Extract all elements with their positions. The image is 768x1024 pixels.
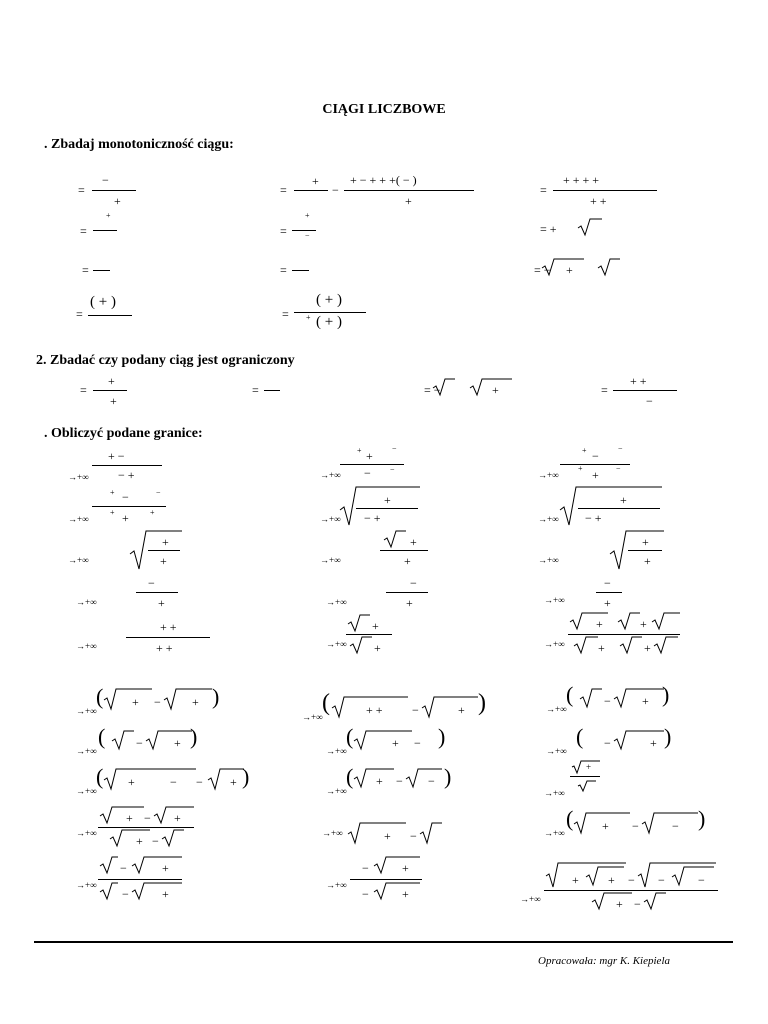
limit-subscript: →+∞ <box>76 880 97 890</box>
fraction-bar <box>264 390 280 391</box>
sqrt-icon <box>104 768 196 790</box>
radicand: + <box>384 829 391 843</box>
fraction-bar <box>93 270 110 271</box>
sqrt-icon <box>406 768 442 788</box>
sqrt-icon <box>654 636 678 654</box>
fraction-bar <box>544 890 718 891</box>
radicand-minus: − <box>170 775 177 789</box>
minus-sign: − <box>632 819 639 833</box>
radicand: + <box>162 887 169 901</box>
numerator: − <box>592 449 599 463</box>
denominator: + <box>644 554 651 568</box>
section-3-heading: . Obliczyć podane granice: <box>44 426 203 441</box>
sqrt-icon <box>574 636 598 654</box>
left-paren: ( <box>566 806 574 831</box>
sqrt-icon <box>348 614 370 632</box>
sqrt-icon <box>374 856 420 874</box>
equals-sign: = <box>280 224 287 238</box>
radicand: + <box>402 887 409 901</box>
fraction-bar <box>346 634 392 635</box>
left-paren: ( <box>346 724 354 749</box>
numerator: + <box>384 493 391 507</box>
sqrt-icon <box>586 866 624 886</box>
radicand: + <box>230 775 237 789</box>
numerator: ( + ) <box>90 294 116 310</box>
sqrt-icon <box>354 768 394 788</box>
limit-subscript: →+∞ <box>76 746 97 756</box>
fraction-bar <box>356 508 418 509</box>
fraction-bar <box>292 270 309 271</box>
sqrt-icon <box>420 822 442 844</box>
sqrt-icon <box>384 530 406 548</box>
sqrt-icon <box>112 730 134 750</box>
limit-subscript: →+∞ <box>76 641 97 651</box>
radicand: + <box>650 736 657 750</box>
sqrt-icon <box>110 829 150 847</box>
radicand: + <box>602 819 609 833</box>
minus-sign: − <box>144 811 151 825</box>
radicand: + <box>392 736 399 750</box>
superscript: + <box>357 446 362 455</box>
superscript: − <box>156 488 161 497</box>
equals-sign: = <box>76 307 83 321</box>
sqrt-icon <box>642 812 698 834</box>
limit-subscript: →+∞ <box>68 555 89 565</box>
numerator-b: + − + + +( − ) <box>350 173 417 187</box>
plus-sign: + <box>644 641 651 655</box>
limit-subscript: →+∞ <box>544 788 565 798</box>
sqrt-icon <box>542 258 584 276</box>
minus-sign: − <box>332 183 339 197</box>
denominator: + <box>158 596 165 610</box>
superscript: − <box>618 444 623 453</box>
equals-sign: = <box>252 383 259 397</box>
fraction-bar <box>596 592 622 593</box>
sqrt-icon <box>348 822 406 844</box>
equals-sign: = <box>280 183 287 197</box>
sqrt-icon <box>592 892 632 910</box>
minus-sign: − <box>152 834 159 848</box>
limit-subscript: →+∞ <box>320 514 341 524</box>
limit-subscript: →+∞ <box>546 746 567 756</box>
superscript: − <box>616 464 621 473</box>
numerator: + <box>162 535 169 549</box>
fraction-bar <box>93 230 117 231</box>
sqrt-icon <box>620 636 642 654</box>
sqrt-icon <box>354 730 412 750</box>
sqrt-icon <box>146 730 192 750</box>
radicand: + <box>642 694 649 708</box>
left-paren: ( <box>96 684 104 709</box>
equals-minus: = − <box>424 383 441 397</box>
fraction-bar <box>148 550 180 551</box>
limit-subscript: →+∞ <box>76 706 97 716</box>
fraction-bar <box>98 827 194 828</box>
denominator: − <box>364 466 371 480</box>
denominator: + <box>114 194 121 208</box>
equals-sign: = <box>80 224 87 238</box>
subscript: − <box>305 231 310 240</box>
limit-subscript: →+∞ <box>326 880 347 890</box>
radicand: + <box>596 617 603 631</box>
radicand: + <box>162 861 169 875</box>
limit-subscript: →+∞ <box>76 597 97 607</box>
numerator: ( + ) <box>316 292 342 308</box>
fraction-bar <box>294 312 366 313</box>
numerator: − <box>604 576 611 590</box>
superscript: + <box>106 211 111 220</box>
numerator: + − <box>108 449 125 463</box>
denominator: + <box>374 641 381 655</box>
minus-sign: − <box>604 736 611 750</box>
fraction-bar <box>93 390 127 391</box>
radicand: + + <box>366 703 383 717</box>
denominator: + <box>404 554 411 568</box>
fraction-bar <box>350 879 422 880</box>
denominator: + <box>406 596 413 610</box>
radicand: − <box>672 819 679 833</box>
equals-sign: = <box>282 307 289 321</box>
sqrt-icon <box>162 829 184 847</box>
radicand: + <box>616 897 623 911</box>
superscript: − <box>390 465 395 474</box>
superscript: + <box>150 508 155 517</box>
sqrt-icon <box>578 218 602 236</box>
denominator: + <box>160 554 167 568</box>
equals-sign: = <box>601 383 608 397</box>
minus-sign: − <box>120 861 127 875</box>
right-paren: ) <box>478 690 486 716</box>
numerator: + + + + <box>563 173 600 187</box>
fraction-bar <box>380 550 428 551</box>
limit-subscript: →+∞ <box>68 514 89 524</box>
sqrt-icon <box>672 866 714 886</box>
fraction-bar <box>294 190 328 191</box>
limit-subscript: →+∞ <box>322 828 343 838</box>
equals-sign: = <box>78 183 85 197</box>
sqrt-icon <box>100 882 118 900</box>
numerator: + <box>108 374 115 388</box>
right-paren: ) <box>242 764 250 789</box>
superscript: − <box>392 444 397 453</box>
numerator: + <box>620 493 627 507</box>
denominator: + <box>110 394 117 408</box>
limit-subscript: →+∞ <box>302 712 323 722</box>
minus-sign: − <box>196 775 203 789</box>
right-paren: ) <box>662 682 670 707</box>
superscript: + <box>110 508 115 517</box>
fraction-bar <box>386 592 428 593</box>
radicand: + <box>132 695 139 709</box>
sqrt-icon <box>598 258 620 276</box>
superscript: + <box>578 464 583 473</box>
limit-subscript: →+∞ <box>546 704 567 714</box>
limit-subscript: →+∞ <box>326 639 347 649</box>
left-paren: ( <box>576 724 584 749</box>
numerator: − <box>102 173 109 187</box>
numerator-a: + <box>312 174 319 188</box>
limit-subscript: →+∞ <box>320 470 341 480</box>
minus-sign: − <box>412 703 419 717</box>
radicand: + <box>128 775 135 789</box>
equals-sign: = <box>540 183 547 197</box>
fraction-bar <box>88 315 132 316</box>
right-paren: ) <box>444 764 452 789</box>
sqrt-icon <box>433 378 455 396</box>
numerator: − <box>410 576 417 590</box>
fraction-bar <box>136 592 178 593</box>
denominator: ( + ) <box>316 314 342 330</box>
right-paren: ) <box>698 806 706 831</box>
limit-subscript: →+∞ <box>538 555 559 565</box>
minus-sign: − <box>628 873 635 887</box>
sqrt-icon <box>652 612 680 630</box>
minus-sign: − <box>604 694 611 708</box>
limit-subscript: →+∞ <box>544 639 565 649</box>
radicand: + <box>136 834 143 848</box>
fraction-bar <box>570 776 600 777</box>
radicand: + <box>376 774 383 788</box>
denominator: + <box>122 511 129 525</box>
limit-subscript: →+∞ <box>544 595 565 605</box>
radicand: + <box>586 762 592 772</box>
fraction-bar <box>92 506 166 507</box>
minus-sign: − <box>410 829 417 843</box>
denominator: − <box>646 394 653 408</box>
radicand: + <box>572 873 579 887</box>
radicand: − <box>698 873 705 887</box>
numerator: + <box>642 535 649 549</box>
equals-sign: = <box>80 383 87 397</box>
limit-subscript: →+∞ <box>538 470 559 480</box>
numerator: + + <box>630 374 647 388</box>
sqrt-icon <box>560 486 662 526</box>
numerator: + <box>410 535 417 549</box>
right-paren: ) <box>438 724 446 749</box>
limit-subscript: →+∞ <box>76 828 97 838</box>
limit-subscript: →+∞ <box>326 746 347 756</box>
denominator: + <box>592 468 599 482</box>
fraction-bar <box>344 190 474 191</box>
minus-sign: − <box>136 736 143 750</box>
equals-sign: = <box>82 263 89 277</box>
sqrt-icon <box>580 688 602 708</box>
footer-author: Opracowała: mgr K. Kiepiela <box>538 955 670 967</box>
denominator: − + <box>118 468 135 482</box>
sqrt-icon <box>208 768 244 790</box>
radicand: + <box>402 861 409 875</box>
denominator: + <box>405 194 412 208</box>
radicand: + <box>174 736 181 750</box>
fraction-bar <box>578 508 660 509</box>
superscript: + <box>582 446 587 455</box>
left-paren: ( <box>566 682 574 707</box>
limit-subscript: →+∞ <box>76 786 97 796</box>
equals-plus: = + <box>540 222 557 236</box>
numerator: + <box>372 619 379 633</box>
left-paren: ( <box>96 764 104 789</box>
denominator: − + <box>585 511 602 525</box>
superscript: + <box>305 211 310 220</box>
minus-sign: − <box>362 887 369 901</box>
denominator: + <box>604 596 611 610</box>
sqrt-icon <box>374 882 420 900</box>
equals-sign: = <box>280 263 287 277</box>
denominator: + + <box>590 194 607 208</box>
minus-sign: − <box>396 774 403 788</box>
fraction-bar <box>568 634 680 635</box>
radicand: + <box>608 873 615 887</box>
fraction-bar <box>613 390 677 391</box>
minus-sign: − <box>414 736 421 750</box>
sqrt-icon <box>644 892 666 910</box>
sqrt-icon <box>470 378 512 396</box>
numerator: − <box>122 490 129 504</box>
footer-divider <box>34 941 733 943</box>
section-2-heading: 2. Zbadać czy podany ciąg jest ograniczony <box>36 353 295 368</box>
radicand: + <box>566 263 573 277</box>
right-paren: ) <box>664 724 672 749</box>
numerator: + <box>366 449 373 463</box>
sqrt-icon <box>132 882 182 900</box>
limit-subscript: →+∞ <box>68 472 89 482</box>
limit-subscript: →+∞ <box>326 597 347 607</box>
radicand: + <box>192 695 199 709</box>
plus-sign: + <box>640 617 647 631</box>
minus-sign: − <box>154 695 161 709</box>
plus-sign: + <box>598 641 605 655</box>
minus-sign: − <box>634 897 641 911</box>
numerator: + + <box>160 620 177 634</box>
sqrt-icon <box>578 780 596 792</box>
left-paren: ( <box>98 724 106 749</box>
left-paren: ( <box>346 764 354 789</box>
sqrt-icon <box>350 636 372 654</box>
sqrt-icon <box>614 688 664 708</box>
radicand: + <box>174 811 181 825</box>
sqrt-icon <box>104 688 152 710</box>
minus-sign: − <box>122 887 129 901</box>
limit-subscript: →+∞ <box>544 828 565 838</box>
sqrt-icon <box>100 856 118 874</box>
radicand: − <box>658 873 665 887</box>
limit-subscript: →+∞ <box>538 514 559 524</box>
limit-subscript: →+∞ <box>326 786 347 796</box>
fraction-bar <box>98 879 182 880</box>
sqrt-icon <box>100 806 144 824</box>
fraction-bar <box>126 637 210 638</box>
section-1-heading: . Zbadaj monotoniczność ciągu: <box>44 137 234 152</box>
sqrt-icon <box>132 856 182 874</box>
superscript: + <box>306 313 311 322</box>
equals-minus: = − <box>534 263 551 277</box>
limit-subscript: →+∞ <box>520 894 541 904</box>
radicand: + <box>458 703 465 717</box>
minus-sign: − <box>362 861 369 875</box>
radicand: − <box>428 774 435 788</box>
right-paren: ) <box>212 684 220 709</box>
sqrt-icon <box>164 688 212 710</box>
limit-subscript: →+∞ <box>320 555 341 565</box>
fraction-bar <box>92 190 136 191</box>
fraction-bar <box>553 190 657 191</box>
superscript: + <box>110 488 115 497</box>
radicand: + <box>126 811 133 825</box>
fraction-bar <box>92 465 162 466</box>
fraction-bar <box>292 230 316 231</box>
sqrt-icon <box>618 612 640 630</box>
left-paren: ( <box>322 690 330 716</box>
denominator: + + <box>156 641 173 655</box>
numerator: − <box>148 576 155 590</box>
radicand: + <box>492 383 499 397</box>
page-title: CIĄGI LICZBOWE <box>322 102 446 117</box>
denominator: − + <box>364 511 381 525</box>
sqrt-icon <box>422 696 478 718</box>
right-paren: ) <box>190 724 198 749</box>
fraction-bar <box>628 550 662 551</box>
